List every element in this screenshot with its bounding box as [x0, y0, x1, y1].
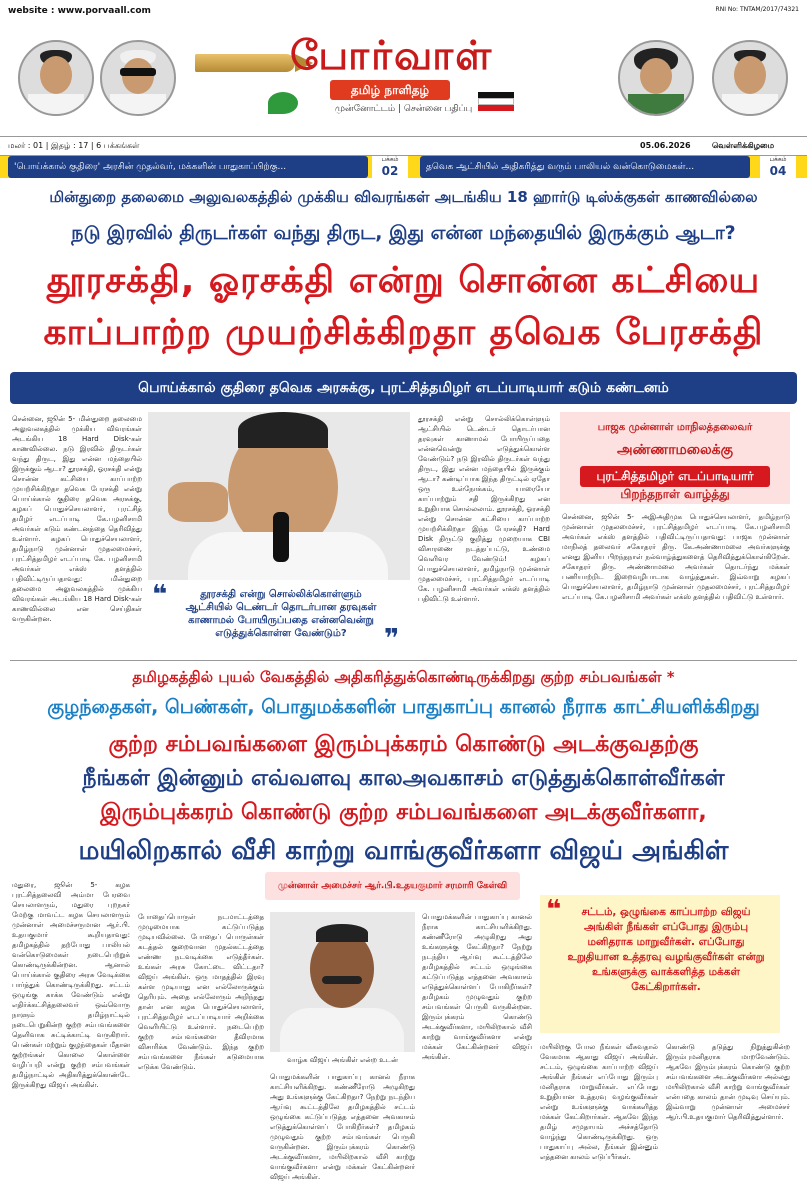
pen-icon: [195, 54, 295, 72]
strapline-bar: பொய்க்கால் குதிரை தவெக அரசுக்கு, புரட்சித்தமிழர் எடப்பாடியார் கடும் கண்டனம்: [10, 372, 797, 404]
crime-line-3: குற்ற சம்பவங்களை இரும்புக்கரம் கொண்டு அடக்குவதற்கு: [108, 732, 699, 757]
microphone-icon: [273, 512, 289, 562]
story1-column-2: தூரசக்தி என்று சொல்லிக்கொள்ளும் ஆட்சியில் டெண்டர் தொடர்பான தரவுகள் காணாமல் போயிருப்பதை என்னவென்று எடுத்துக்கொள்ள வேண்டும்? நடு இரவில் திருடர்கள் வந்து திருட, இது என்ன மந்தையில் இருக்கும் ஆடா? கண்டிப்பாக இந்த திருட்டில் ஏதோ ஒரு உள்நோக்கம், யாரையோ காப்பாற்றும் சதி இருக்கிறது என உறுதியாக சொல்லலாம். தூரசக்தி, ஓரசக்தி என்று சொன்ன கட்சியை காப்பாற்ற முயற்சிக்கிறதா இந்த பேரசக்தி? Hard Disk திருட்டு குறித்து முறையாக CBI விசாரணை நடத்தப்பட்டு, உண்மை வெளிவர வேண்டும்! கழகப் பொதுச்செயலாளர், தமிழ்நாடு முன்னாள் முதலமைச்சர், புரட்சித்தமிழர் எடப்பாடி கே. பழனிசாமி அவர்கள் எக்ஸ் தளத்தில் பதிவிட்டு உள்ளார்.: [418, 415, 550, 603]
crime-line-2: குழந்தைகள், பெண்கள், பொதுமக்களின் பாதுகாப்பு கானல் நீராக காட்சியளிக்கிறது: [47, 696, 760, 718]
teaser-left[interactable]: 'பொய்க்கால் குதிரை' அரசின் முதல்வர், மக்களின் பாதுகாப்பிற்கு...: [8, 156, 368, 178]
story2-pull-quote: ❝ சட்டம், ஒழுங்கை காப்பாற்ற விஜய் அங்கிள் நீங்கள் எப்போது இரும்பு மனிதராக மாறுவீர்கள். எப்போது உறுதியான உத்தரவு வழங்குவீர்கள் என்று உங்களுக்கு வாக்களித்த மக்கள் கேட்கிறார்கள்.: [540, 895, 780, 1033]
teaser-right-page: பக்கம் 04: [760, 156, 796, 178]
teaser-bar: [0, 156, 807, 178]
website-url[interactable]: website : www.porvaall.com: [8, 6, 151, 16]
crime-line-1: தமிழகத்தில் புயல் வேகத்தில் அதிகரித்துக்கொண்டிருக்கிறது குற்ற சம்பவங்கள் *: [132, 668, 675, 686]
story2-column-2: போதைப்பொருள் நடமாட்டத்தை முழுமையாக கட்டுப்படுத்த முடியவில்லை. போதைப் பொருள்கள் கடத்தல் குறைவான முதல்கட்டத்தை எண்ண நடவடிக்கை எடுத்தீர்கள். உங்கள் அரசு கோட்டை விட்டதா? விஜய் அங்கிள். ஒரு மாதத்தில் இரவு கள்ள முடியாது என எல்லோருக்கும் தெரியும். அதை எல்லோரும் அறிந்தது தான் என கழக பொதுச்செயலாளர், புரட்சித்தமிழர் எடப்பாடியார் அறிக்கை வெளியிட்டு உள்ளார். நடைபெற்ற குற்ற சம்பவங்களை தீவிரமாக விசாரிக்க வேண்டும். இந்த குற்ற சம்பவங்களை நீங்கள் கடுமையாக எடுக்க வேண்டும்.: [138, 913, 264, 1071]
portrait-2: [100, 40, 176, 116]
issue-info-bar: [0, 136, 807, 156]
crime-line-5: இரும்புக்கரம் கொண்டு குற்ற சம்பவங்களை அடக்குவீர்களா,: [100, 800, 707, 825]
story2-column-3: பொதுமக்களின் பாதுகாப்பு கானல் நீராக காட்சியளிக்கிறது. கண்ணீரோடு அழுகிறது அது உங்களுக்கு கேட்கிறதா? நேற்று நடந்திய ஆய்வு கூட்டத்திலே தமிழகத்தில் சட்டம் ஒழுங்கை கட்டுப்படுத்த எத்தனை அவகாசம் எடுத்துக்கொள்ளப் போகிறீர்கள்? தமிழகம் முழுவதும் குற்ற சம்பவங்கள் பெருகி வருகின்றன. இரும்புக்கரம் கொண்டு அடக்குவீர்களா, மயிலிறகால் வீசி காற்று வாங்குவீர்களா என்று மக்கள் கேட்கின்றனர் விஜய் அங்கிள்.: [422, 913, 532, 1061]
newspaper-title: போர்வாள்: [290, 32, 494, 79]
issue-details: மலர் : 01 | இதழ் : 17 | 6 பக்கங்கள்: [8, 141, 140, 150]
portrait-3: [618, 40, 694, 116]
story2-column-5: கொண்டு தடுத்து நிறுத்துகின்ற இரும்புமனிதராக மாறவேண்டும். ஆகவே இரும்புக்கரம் கொண்டு குற்ற சம்பவங்களை அடக்குவீர்களா அல்லது மயிலிறகால் வீசி காற்று வாங்குவீர்கள் என்பதை காலம் தான் முடிவு செய்யும். இவ்வாறு முன்னாள் அமைச்சர் ஆர்.பி.உதயகுமார் தெரிவித்துள்ளார்.: [666, 1043, 790, 1121]
story1-column-1: சென்னை, ஜூன் 5- மின்துறை தலைமை அலுவலகத்தில் முக்கிய விவரங்கள் அடங்கிய 18 Hard Disk-கள் காணவில்லை. நடு இரவில் திருடர்கள் வந்து திருட, இது என்ன மந்தையில் இருக்கும் ஆடா? தூரசக்தி, ஓரசக்தி என்று சொன்ன கட்சியை காப்பாற்ற முயற்சிக்கிறதா தவெக பேரசக்தி என்று பொய்க்கால் குதிரை தவெக அரசுக்கு, கழகப் பொதுச்செயலாளர், புரட்சித் தமிழர் எடப்பாடி கே.பழனிசாமி அவர்கள் கடும் கண்டனத்தை தெரிவித்து உள்ளார். கழகப் பொதுச்செயலாளர், தமிழ்நாடு முன்னாள் முதலமைச்சர், புரட்சித்தமிழர் எடப்பாடி கே. பழனிசாமி அவர்கள் எக்ஸ் தளத்தில் பதிவிட்டிருப்பதாவது: மின்துறை தலைமை அலுவலகத்தில் முக்கிய விவரங்கள் அடங்கிய 18 Hard Disk-கள் காணவில்லை என செய்திகள் வருகின்றன.: [12, 415, 142, 623]
newspaper-subtitle: தமிழ் நாளிதழ்: [330, 80, 450, 100]
story2-column-4: மயிலிறகு போல நீங்கள் வீசுவதால் வேகமாக ஆகாது விஜய் அங்கிள். சட்டம், ஒழுங்கை காப்பாற்ற விஜய் அங்கிள் நீங்கள் எப்போது இரும்பு மனிதராக மாறுவீர்கள். எப்போது உறுதியான உத்தரவு வழங்குவீர்கள் என்று உங்களுக்கு வாக்களித்த மக்கள் கேட்கிறார்கள். ஆகவே இந்த தமிழ் சமுதாயம் அச்சத்தோடு வாழ்ந்து கொண்டிருக்கிறது. ஒரு பாதுகாப்பு அல்ல, நீங்கள் இன்னும் எத்தனை காலம் எடுப்பீர்கள்.: [540, 1043, 658, 1161]
issue-day: வெள்ளிக்கிழமை: [712, 141, 775, 150]
story2-photo-caption: வாழ்க விஜய் அங்கிள் என்ற உடன்: [287, 1056, 398, 1064]
wish-line-1: பாஜக முன்னாள் மாநிலத்தலைவர்: [597, 422, 753, 433]
edition-label: முன்னோட்டம் | சென்னை பதிப்பு: [335, 104, 473, 114]
headline-hard-disk: மின்துறை தலைமை அலுவலகத்தில் முக்கிய விவரங்கள் அடங்கிய 18 ஹார்டு டிஸ்க்குகள் காணவில்லை: [49, 188, 758, 206]
story2-strapline: முன்னாள் அமைச்சர் ஆர்.பி.உதயகுமார் சரமாரி கேள்வி: [265, 872, 520, 900]
rni-number: RNI No: TNTAM/2017/74321: [715, 6, 799, 13]
section-divider: [10, 660, 797, 661]
wish-line-4: பிறந்தநாள் வாழ்த்து: [620, 487, 730, 501]
crime-line-6: மயிலிறகால் வீசி காற்று வாங்குவீர்களா விஜய் அங்கிள்: [78, 836, 729, 866]
main-headline-line-2: காப்பாற்ற முயற்சிக்கிறதா தவெக பேரசக்தி: [43, 312, 764, 353]
wish-body: சென்னை, ஜூன் 5- அஇஅதிமுக பொதுச்செயலாளர், தமிழ்நாடு முன்னாள் முதலமைச்சர், புரட்சித்தமிழர் எடப்பாடி கே.பழனிசாமி அவர்கள் எக்ஸ் தளத்தில் பதிவிட்டிருப்பதாவது: பாஜக முன்னாள் மாநிலத் தலைவர் சகோதரர் திரு. கே.அண்ணாமலை அவர்களுக்கு எனது இனிய பிறந்தநாள் நல்வாழ்த்துகளைத் தெரிவித்துக்கொள்கிறேன். சகோதரர் திரு. அண்ணாமலை அவர்கள் தொடர்ந்து மக்கள் பணியாற்றிட இறைவழிபாடாக வாழ்த்துகள். இவ்வாறு கழகப் பொதுச்செயலாளர், தமிழ்நாடு முன்னாள் முதலமைச்சர், புரட்சித்தமிழர் எடப்பாடி கே.பழனிசாமி அவர்கள் எக்ஸ் தளத்தில் பதிவிட்டு உள்ளார்.: [562, 513, 790, 601]
story2-column-1: மதுரை, ஜூன் 5- கழக புரட்சித்தலைவி அம்மா பேரவை செயலாளரும், மதுரை புறநகர் மேற்கு மாவட்ட கழக செயலாளரும் முன்னாள் அமைச்சருமான ஆர்.பி. உதயகுமார் கூறியதாவது: தமிழகத்தில் தற்போது பாலியல் வன்கொடுமைகள் நடைபெற்றுக் கொண்டிருக்கின்றன. ஆனால் பொய்க்கால் குதிரை அரசு வேடிக்கை பார்த்துக் கொண்டிருக்கிறது. சட்டம் ஒழுங்கு காக்க வேண்டும் என்று எதிர்க்கட்சித்தலைவர் ஒவ்வொரு நாளும் தமிழ்நாட்டில் நடைபெறுகின்ற குற்ற சம்பவங்களை தெளிவாக சுட்டிக்காட்டி வருகிறார். பெண்கள் மற்றும் குழந்தைகள் மீதான குற்றங்கள் கொலை கொள்ளை வழிப்பறி என்று குற்ற சம்பவங்கள் தமிழ்நாட்டில் அதிகரித்துக்கொண்டே இருக்கிறது விஜய் அங்கிள்.: [12, 881, 130, 1089]
wish-line-3: புரட்சித்தமிழர் எடப்பாடியார்: [580, 466, 770, 487]
leaf-icon: [268, 92, 298, 114]
masthead: [0, 0, 807, 135]
portrait-4: [712, 40, 788, 116]
crime-line-4: நீங்கள் இன்னும் எவ்வளவு காலஅவகாசம் எடுத்துக்கொள்வீர்கள்: [82, 766, 725, 791]
story2-column-3-continued: பொதுமக்களின் பாதுகாப்பு கானல் நீராக காட்சியளிக்கிறது. கண்ணீரோடு அழுகிறது அது உங்களுக்கு கேட்கிறதா? நேற்று நடந்திய ஆய்வு கூட்டத்திலே தமிழகத்தில் சட்டம் ஒழுங்கை கட்டுப்படுத்த எத்தனை அவகாசம் எடுத்துக்கொள்ளப் போகிறீர்கள்? தமிழகம் முழுவதும் குற்ற சம்பவங்கள் பெருகி வருகின்றன. இரும்புக்கரம் கொண்டு அடக்குவீர்களா, மயிலிறகால் வீசி காற்று வாங்குவீர்களா என்று மக்கள் கேட்கின்றனர் விஜய் அங்கிள்.: [270, 1073, 415, 1181]
main-headline-line-1: தூரசக்தி, ஓரசக்தி என்று சொன்ன கட்சியை: [46, 260, 761, 301]
portrait-1: [18, 40, 94, 116]
teaser-right[interactable]: தவெக ஆட்சியில் அதிகரித்து வரும் பாலியல் வன்கொடுமைகள்...: [420, 156, 750, 178]
party-flag-icon: [478, 92, 514, 112]
teaser-left-page: பக்கம் 02: [372, 156, 408, 178]
story1-pull-quote: ❝ தூரசக்தி என்று சொல்லிக்கொள்ளும் ஆட்சியில் டெண்டர் தொடர்பான தரவுகள் காணாமல் போயிருப்பதை என்னவென்று எடுத்துக்கொள்ள வேண்டும்? ❞: [148, 580, 410, 652]
wish-line-2: அண்ணாமலைக்கு: [617, 442, 733, 458]
headline-thieves: நடு இரவில் திருடர்கள் வந்து திருட, இது என்ன மந்தையில் இருக்கும் ஆடா?: [71, 222, 736, 244]
issue-date: 05.06.2026: [640, 141, 691, 150]
story2-photo: [270, 912, 415, 1052]
birthday-wish-box: [560, 412, 790, 504]
